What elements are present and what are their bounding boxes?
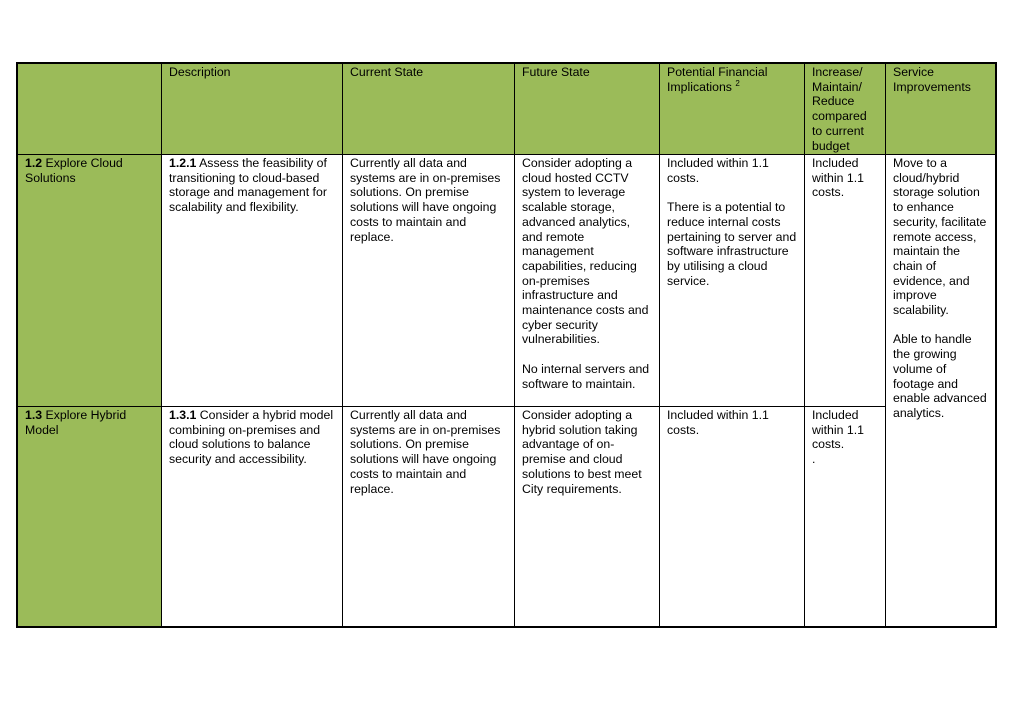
header-service-improvements: Service Improvements — [886, 64, 996, 155]
header-financial-label: Potential Financial Implications — [667, 65, 768, 94]
financial-cell — [660, 407, 805, 627]
header-increase-maintain-reduce: Increase/ Maintain/ Reduce compared to current budget — [805, 64, 886, 155]
row-id-code: 1.3 — [25, 408, 43, 422]
future-state-cell — [515, 407, 660, 627]
financial-cell — [660, 155, 805, 407]
increase-cell — [805, 155, 886, 407]
row-id-label: Explore Hybrid Model — [25, 408, 127, 437]
current-state-cell — [343, 155, 515, 407]
row-id-code: 1.2 — [25, 156, 43, 170]
future-state-text: Consider adopting a cloud hosted CCTV system to leverage scalable storage, advanced analytics, and remote management capabilities, reducing on-premises infrastructure and maintenance costs and cyber security vulnerabilities. No internal servers and software to maintain. — [522, 156, 650, 391]
description-text: Assess the feasibility of transitioning to cloud-based storage and management for scalability and flexibility. — [169, 156, 327, 215]
row-id-cell — [18, 407, 162, 627]
description-code: 1.2.1 — [169, 156, 197, 170]
header-current-state: Current State — [343, 64, 515, 155]
current-state-text: Currently all data and systems are in on-premises solutions. On premise solutions will have ongoing costs to maintain and replace. — [350, 408, 501, 496]
description-cell — [162, 407, 343, 627]
financial-text: Included within 1.1 costs. — [667, 408, 769, 437]
description-text: Consider a hybrid model combining on-premises and cloud solutions to balance security and accessibility. — [169, 408, 334, 467]
header-blank — [18, 64, 162, 155]
table-row — [18, 155, 996, 407]
footnote-marker: 2 — [735, 78, 740, 88]
description-cell — [162, 155, 343, 407]
financial-text: Included within 1.1 costs. There is a potential to reduce internal costs pertaining to server and software infrastructure by utilising a cloud service. — [667, 156, 797, 288]
increase-text: Included within 1.1 costs. — [812, 156, 864, 200]
increase-cell — [805, 407, 886, 627]
row-id-label: Explore Cloud Solutions — [25, 156, 123, 185]
service-improvements-text: Move to a cloud/hybrid storage solution to enhance security, facilitate remote access, maintain the chain of evidence, and improve scalability. Able to handle the growing volume of footage and enable advanced analytics. — [893, 156, 987, 420]
header-future-state: Future State — [515, 64, 660, 155]
description-code: 1.3.1 — [169, 408, 197, 422]
current-state-text: Currently all data and systems are in on-premises solutions. On premise solutions will have ongoing costs to maintain and replace. — [350, 156, 501, 244]
future-state-cell — [515, 155, 660, 407]
row-id-cell — [18, 155, 162, 407]
header-row — [18, 64, 996, 155]
current-state-cell — [343, 407, 515, 627]
service-improvements-cell — [886, 155, 996, 627]
increase-text: Included within 1.1 costs. . — [812, 408, 864, 467]
table-row — [18, 407, 996, 627]
header-description: Description — [162, 64, 343, 155]
header-financial-implications — [660, 64, 805, 155]
strategy-table — [17, 63, 996, 627]
future-state-text: Consider adopting a hybrid solution taking advantage of on-premise and cloud solutions to best meet City requirements. — [522, 408, 642, 496]
